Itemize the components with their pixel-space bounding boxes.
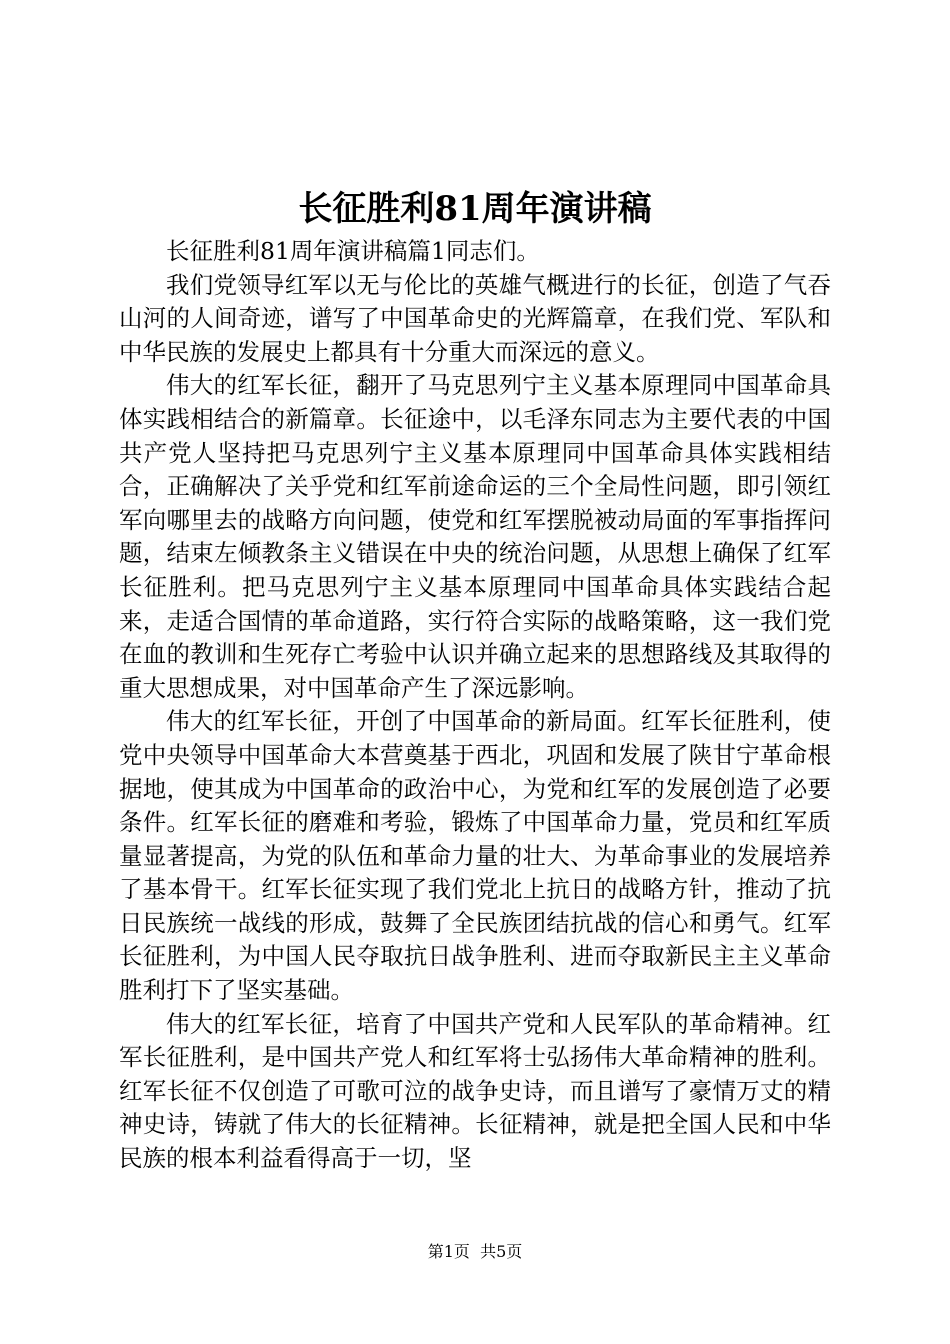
page-number: 第1页 共5页 xyxy=(427,1242,523,1261)
document-title: 长征胜利81周年演讲稿 xyxy=(298,189,652,229)
paragraph: 长征胜利81周年演讲稿篇1同志们。 xyxy=(166,237,540,265)
paragraph: 伟大的红军长征，开创了中国革命的新局面。红军长征胜利，使党中央领导中国革命大本营奠基于西北，巩固和发展了陕甘宁革命根据地，使其成为中国革命的政治中心，为党和红军的发展创造了必要条件。红军长征的磨难和考验，锻炼了中国革命力量，党员和红军质量显著提高，为党的队伍和革命力量的壮大、为革命事业的发展培养了基本骨干。红军长征实现了我们党北上抗日的战略方针，推动了抗日民族统一战线的形成，鼓舞了全民族团结抗战的信心和勇气。红军长征胜利，为中国人民夺取抗日战争胜利、进而夺取新民主主义革命胜利打下了坚实基础。 xyxy=(119,707,831,1005)
document-body xyxy=(119,235,831,1176)
paragraph: 我们党领导红军以无与伦比的英雄气概进行的长征，创造了气吞山河的人间奇迹，谱写了中国革命史的光辉篇章，在我们党、军队和中华民族的发展史上都具有十分重大而深远的意义。 xyxy=(119,270,831,366)
page-footer xyxy=(0,1242,950,1262)
paragraph: 伟大的红军长征，翻开了马克思列宁主义基本原理同中国革命具体实践相结合的新篇章。长征途中，以毛泽东同志为主要代表的中国共产党人坚持把马克思列宁主义基本原理同中国革命具体实践相结合，正确解决了关乎党和红军前途命运的三个全局性问题，即引领红军向哪里去的战略方向问题，使党和红军摆脱被动局面的军事指挥问题，结束左倾教条主义错误在中央的统治问题，从思想上确保了红军长征胜利。把马克思列宁主义基本原理同中国革命具体实践结合起来，走适合国情的革命道路，实行符合实际的战略策略，这一我们党在血的教训和生死存亡考验中认识并确立起来的思想路线及其取得的重大思想成果，对中国革命产生了深远影响。 xyxy=(119,371,831,702)
paragraph: 伟大的红军长征，培育了中国共产党和人民军队的革命精神。红军长征胜利，是中国共产党人和红军将士弘扬伟大革命精神的胜利。红军长征不仅创造了可歌可泣的战争史诗，而且谱写了豪情万丈的精神史诗，铸就了伟大的长征精神。长征精神，就是把全国人民和中华民族的根本利益看得高于一切，坚 xyxy=(119,1009,831,1173)
